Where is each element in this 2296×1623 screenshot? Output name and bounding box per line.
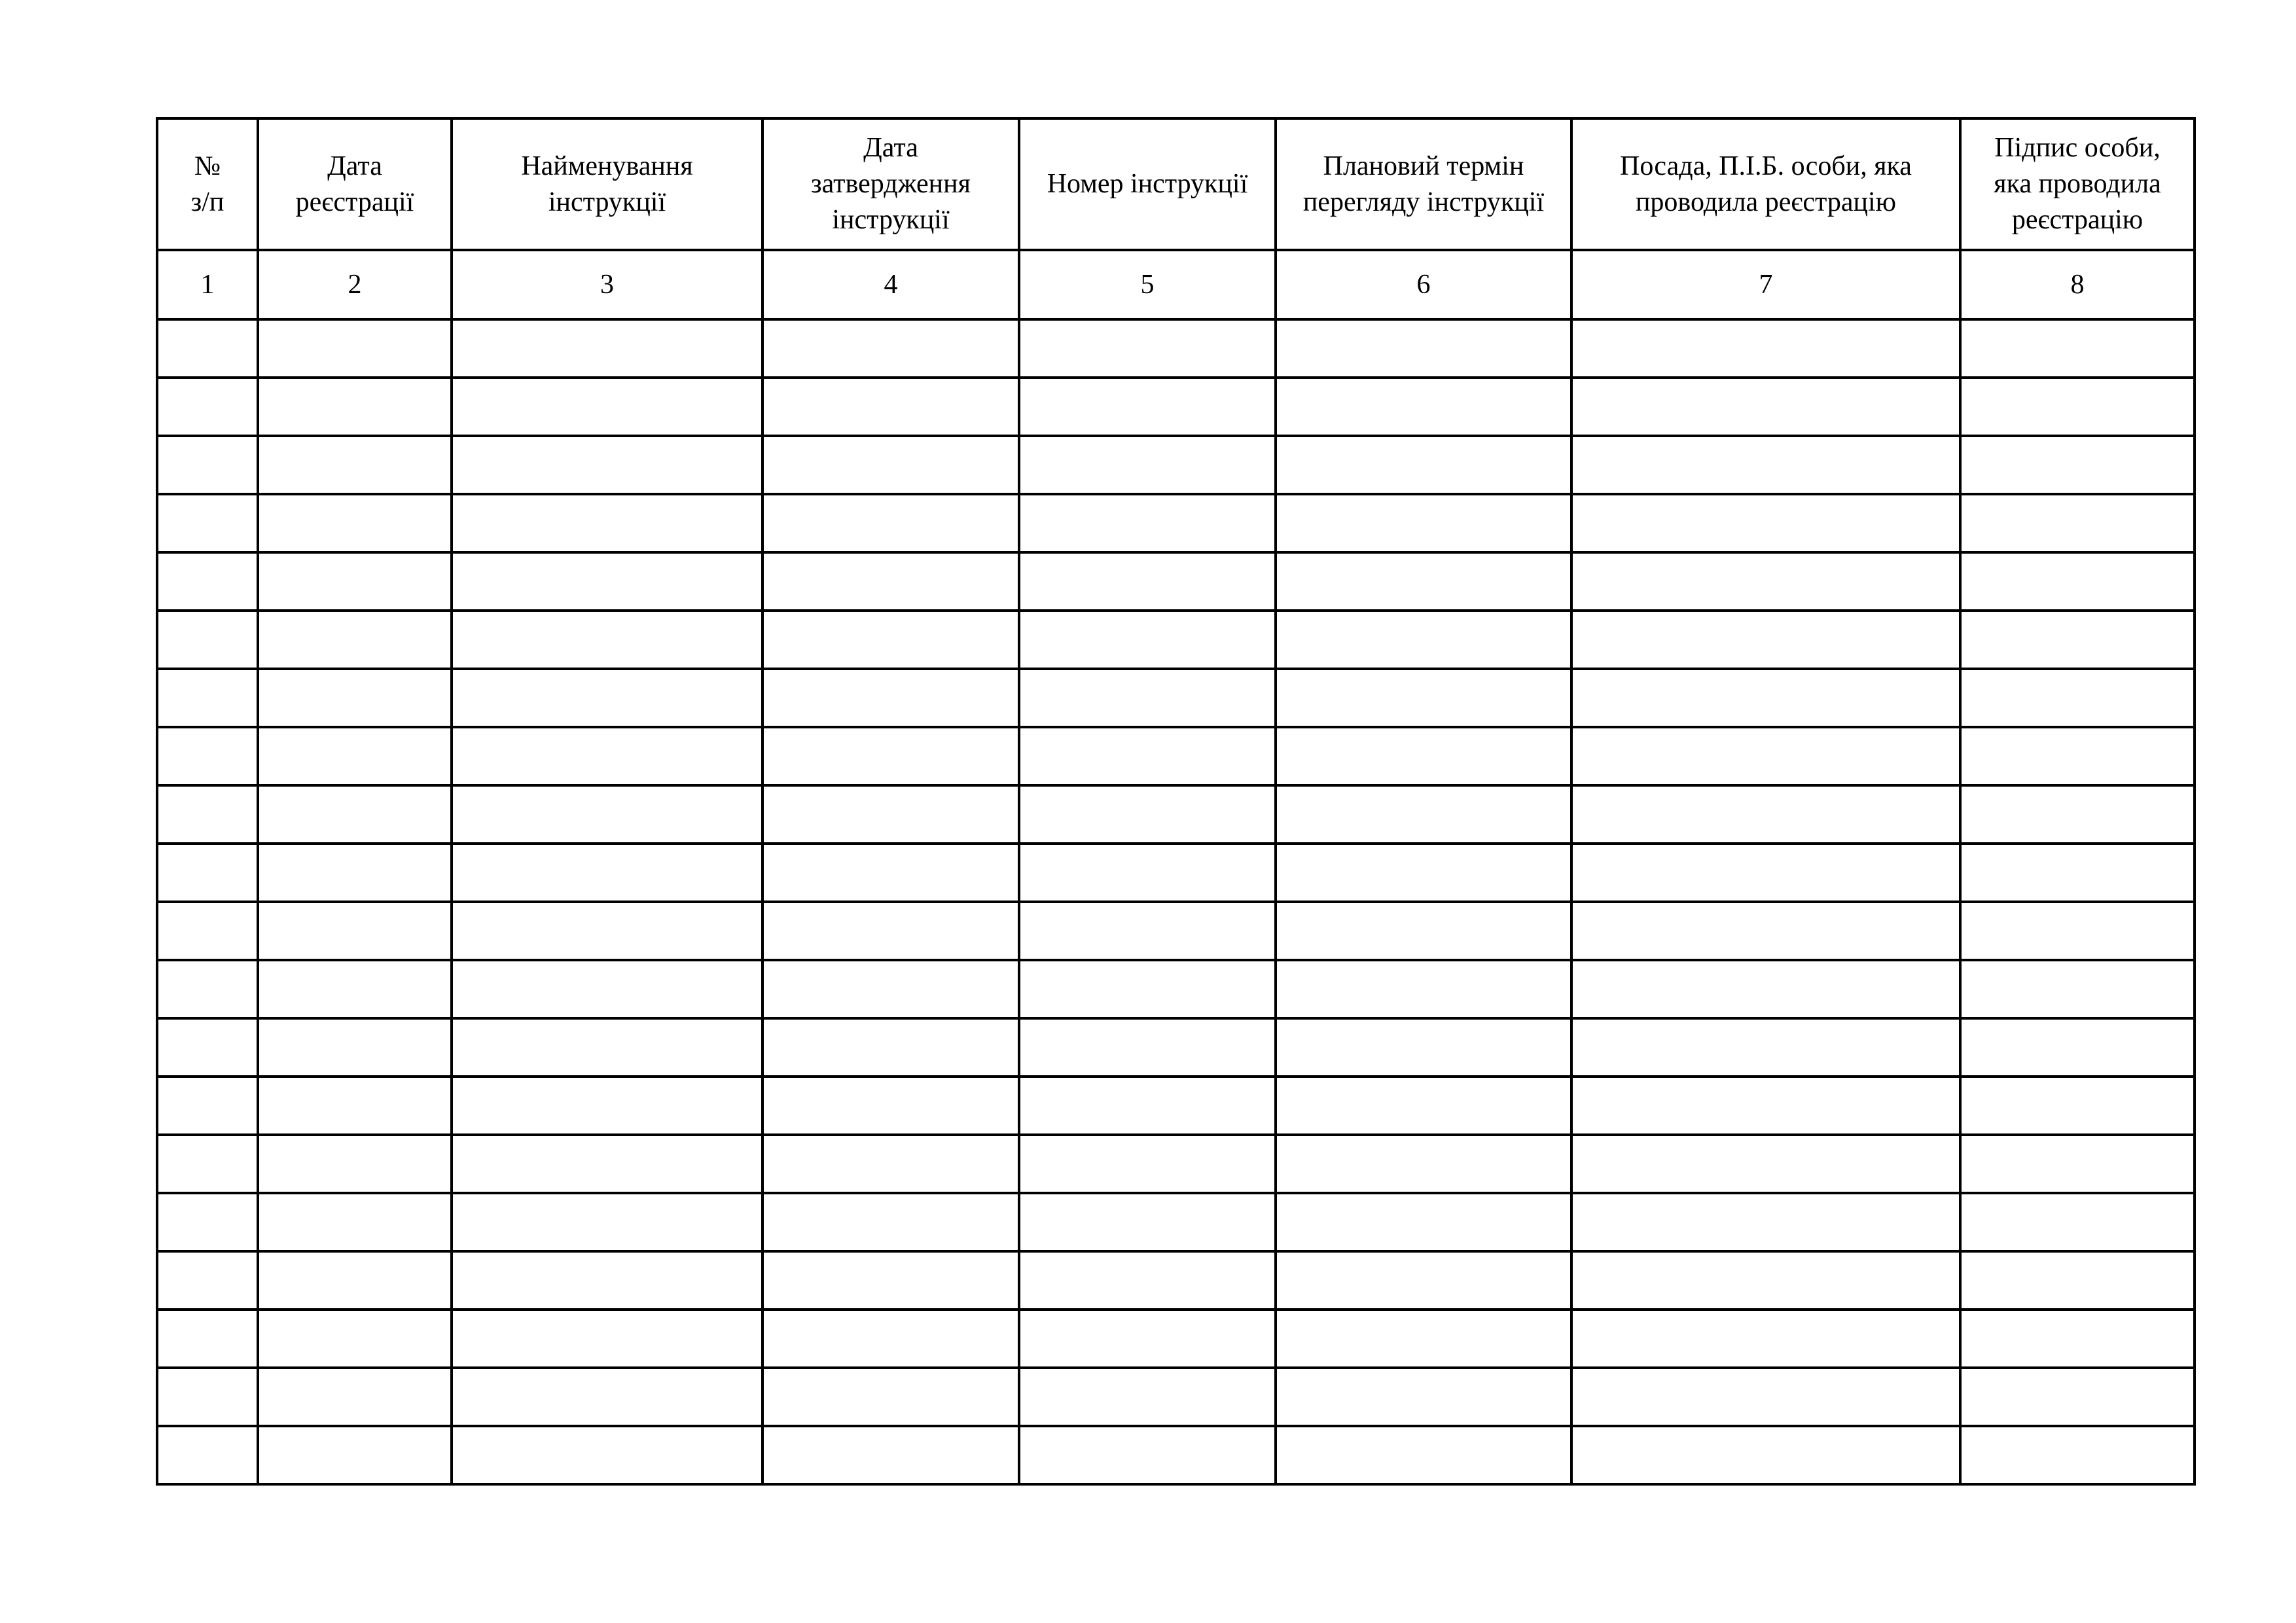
empty-table-cell bbox=[1571, 436, 1960, 494]
empty-table-cell bbox=[1019, 1251, 1276, 1310]
empty-table-cell bbox=[1571, 1368, 1960, 1426]
empty-table-cell bbox=[157, 1251, 258, 1310]
empty-table-cell bbox=[258, 1135, 452, 1193]
empty-table-cell bbox=[1571, 494, 1960, 552]
column-number-cell: 2 bbox=[258, 250, 452, 319]
table-row bbox=[157, 1018, 2195, 1077]
column-number-cell: 4 bbox=[762, 250, 1019, 319]
empty-table-cell bbox=[1019, 1426, 1276, 1484]
empty-table-cell bbox=[1019, 319, 1276, 378]
empty-table-cell bbox=[762, 669, 1019, 727]
empty-table-cell bbox=[1019, 1368, 1276, 1426]
empty-table-cell bbox=[157, 1426, 258, 1484]
empty-table-cell bbox=[1960, 494, 2195, 552]
empty-table-cell bbox=[258, 1310, 452, 1368]
header-cell-row-number bbox=[157, 118, 258, 250]
empty-table-cell bbox=[1960, 378, 2195, 436]
empty-table-cell bbox=[1571, 1426, 1960, 1484]
empty-table-cell bbox=[1571, 552, 1960, 611]
table-row bbox=[157, 960, 2195, 1018]
empty-table-cell bbox=[1276, 1018, 1571, 1077]
empty-table-cell bbox=[452, 378, 762, 436]
empty-table-cell bbox=[1276, 669, 1571, 727]
empty-table-cell bbox=[258, 785, 452, 844]
empty-table-cell bbox=[157, 785, 258, 844]
table-row bbox=[157, 727, 2195, 785]
empty-table-cell bbox=[1960, 902, 2195, 960]
empty-table-cell bbox=[452, 552, 762, 611]
header-cell-registrar-position-name bbox=[1571, 118, 1960, 250]
header-cell-review-term bbox=[1276, 118, 1571, 250]
empty-table-cell bbox=[1571, 669, 1960, 727]
empty-table-cell bbox=[258, 1251, 452, 1310]
column-number-cell: 1 bbox=[157, 250, 258, 319]
table-row bbox=[157, 902, 2195, 960]
empty-table-cell bbox=[762, 494, 1019, 552]
empty-table-cell bbox=[762, 902, 1019, 960]
empty-table-cell bbox=[762, 436, 1019, 494]
table-row bbox=[157, 494, 2195, 552]
empty-table-cell bbox=[157, 727, 258, 785]
header-label: № з/п bbox=[190, 151, 224, 217]
header-label: Посада, П.І.Б. особи, яка проводила реєстрацію bbox=[1620, 151, 1912, 217]
empty-table-cell bbox=[762, 611, 1019, 669]
empty-table-cell bbox=[1019, 1077, 1276, 1135]
empty-table-cell bbox=[1276, 727, 1571, 785]
empty-table-cell bbox=[762, 1077, 1019, 1135]
empty-table-cell bbox=[157, 1368, 258, 1426]
empty-table-cell bbox=[1571, 1018, 1960, 1077]
empty-table-cell bbox=[1019, 1135, 1276, 1193]
empty-table-cell bbox=[1276, 1251, 1571, 1310]
empty-table-cell bbox=[157, 1077, 258, 1135]
empty-table-cell bbox=[1019, 669, 1276, 727]
empty-table-cell bbox=[452, 1193, 762, 1251]
column-number-cell: 6 bbox=[1276, 250, 1571, 319]
empty-table-cell bbox=[1960, 1251, 2195, 1310]
header-label: Підпис особи, яка проводила реєстрацію bbox=[1994, 133, 2161, 235]
table-row bbox=[157, 1077, 2195, 1135]
instruction-register-table bbox=[156, 117, 2196, 1486]
empty-table-cell bbox=[1276, 552, 1571, 611]
empty-table-cell bbox=[1019, 552, 1276, 611]
empty-table-cell bbox=[1571, 378, 1960, 436]
empty-table-cell bbox=[157, 552, 258, 611]
empty-table-cell bbox=[157, 611, 258, 669]
empty-table-cell bbox=[1960, 552, 2195, 611]
empty-table-cell bbox=[1276, 1077, 1571, 1135]
empty-table-cell bbox=[1960, 1310, 2195, 1368]
empty-table-cell bbox=[762, 960, 1019, 1018]
empty-table-cell bbox=[157, 378, 258, 436]
empty-table-cell bbox=[1960, 1193, 2195, 1251]
empty-table-cell bbox=[452, 319, 762, 378]
empty-table-cell bbox=[452, 1310, 762, 1368]
table-row bbox=[157, 436, 2195, 494]
empty-table-cell bbox=[157, 1310, 258, 1368]
empty-table-cell bbox=[258, 1426, 452, 1484]
empty-table-cell bbox=[1019, 844, 1276, 902]
empty-table-cell bbox=[762, 1310, 1019, 1368]
table-row bbox=[157, 844, 2195, 902]
table-row bbox=[157, 378, 2195, 436]
table-row bbox=[157, 785, 2195, 844]
empty-table-cell bbox=[452, 1251, 762, 1310]
table-row bbox=[157, 1310, 2195, 1368]
empty-table-cell bbox=[157, 960, 258, 1018]
table-row bbox=[157, 669, 2195, 727]
empty-table-cell bbox=[1571, 1310, 1960, 1368]
empty-table-cell bbox=[1571, 611, 1960, 669]
empty-table-cell bbox=[1960, 1018, 2195, 1077]
empty-table-cell bbox=[762, 552, 1019, 611]
empty-table-cell bbox=[1960, 1368, 2195, 1426]
empty-table-cell bbox=[1019, 436, 1276, 494]
empty-table-cell bbox=[1571, 1135, 1960, 1193]
empty-table-cell bbox=[1276, 785, 1571, 844]
empty-table-cell bbox=[762, 785, 1019, 844]
empty-table-cell bbox=[258, 552, 452, 611]
empty-table-cell bbox=[1960, 1426, 2195, 1484]
empty-table-cell bbox=[452, 1368, 762, 1426]
header-label: Найменування інструкції bbox=[521, 151, 693, 217]
empty-table-cell bbox=[157, 1193, 258, 1251]
header-cell-instruction-name bbox=[452, 118, 762, 250]
empty-table-cell bbox=[258, 1077, 452, 1135]
empty-table-cell bbox=[1571, 1193, 1960, 1251]
empty-table-cell bbox=[157, 494, 258, 552]
empty-table-cell bbox=[452, 1018, 762, 1077]
empty-table-cell bbox=[1276, 1135, 1571, 1193]
empty-table-cell bbox=[452, 494, 762, 552]
empty-table-cell bbox=[762, 319, 1019, 378]
table-header-row bbox=[157, 118, 2195, 250]
empty-table-cell bbox=[1571, 1077, 1960, 1135]
empty-table-cell bbox=[1960, 436, 2195, 494]
column-number-cell: 8 bbox=[1960, 250, 2195, 319]
empty-table-cell bbox=[1276, 902, 1571, 960]
empty-table-cell bbox=[762, 1193, 1019, 1251]
empty-table-cell bbox=[258, 1368, 452, 1426]
empty-table-cell bbox=[1019, 611, 1276, 669]
empty-table-cell bbox=[157, 1018, 258, 1077]
table-row bbox=[157, 1426, 2195, 1484]
empty-table-cell bbox=[1019, 727, 1276, 785]
empty-table-cell bbox=[1276, 1426, 1571, 1484]
empty-table-cell bbox=[1571, 785, 1960, 844]
empty-table-cell bbox=[1960, 844, 2195, 902]
empty-table-cell bbox=[1276, 319, 1571, 378]
empty-table-cell bbox=[258, 1018, 452, 1077]
header-label: Плановий термін перегляду інструкції bbox=[1302, 151, 1545, 217]
table-row bbox=[157, 552, 2195, 611]
empty-table-cell bbox=[452, 436, 762, 494]
empty-table-cell bbox=[258, 844, 452, 902]
table-row bbox=[157, 1368, 2195, 1426]
empty-table-cell bbox=[1019, 1018, 1276, 1077]
header-label: Дата затвердження інструкції bbox=[811, 133, 971, 235]
column-number-cell: 7 bbox=[1571, 250, 1960, 319]
empty-table-cell bbox=[1960, 727, 2195, 785]
empty-table-cell bbox=[1276, 1368, 1571, 1426]
empty-table-cell bbox=[1019, 378, 1276, 436]
empty-table-cell bbox=[452, 669, 762, 727]
empty-table-cell bbox=[1276, 436, 1571, 494]
header-cell-instruction-number bbox=[1019, 118, 1276, 250]
empty-table-cell bbox=[452, 960, 762, 1018]
empty-table-cell bbox=[452, 611, 762, 669]
empty-table-cell bbox=[762, 844, 1019, 902]
empty-table-cell bbox=[1276, 1193, 1571, 1251]
empty-table-cell bbox=[1276, 378, 1571, 436]
empty-table-cell bbox=[452, 727, 762, 785]
empty-table-cell bbox=[1960, 1135, 2195, 1193]
empty-table-cell bbox=[452, 1077, 762, 1135]
empty-table-cell bbox=[1019, 785, 1276, 844]
empty-table-cell bbox=[1571, 960, 1960, 1018]
empty-table-cell bbox=[1019, 494, 1276, 552]
empty-table-cell bbox=[452, 785, 762, 844]
empty-table-cell bbox=[452, 902, 762, 960]
empty-table-cell bbox=[258, 611, 452, 669]
empty-table-cell bbox=[157, 844, 258, 902]
empty-table-cell bbox=[1960, 1077, 2195, 1135]
empty-table-cell bbox=[762, 1426, 1019, 1484]
empty-table-cell bbox=[452, 1135, 762, 1193]
empty-table-cell bbox=[1571, 844, 1960, 902]
table-row bbox=[157, 319, 2195, 378]
empty-table-cell bbox=[1960, 669, 2195, 727]
empty-table-cell bbox=[1276, 1310, 1571, 1368]
empty-table-cell bbox=[452, 1426, 762, 1484]
empty-table-cell bbox=[258, 902, 452, 960]
header-cell-registrar-signature bbox=[1960, 118, 2195, 250]
empty-table-cell bbox=[157, 669, 258, 727]
empty-table-cell bbox=[258, 436, 452, 494]
empty-table-cell bbox=[762, 1368, 1019, 1426]
empty-table-cell bbox=[258, 669, 452, 727]
header-cell-registration-date bbox=[258, 118, 452, 250]
column-number-row bbox=[157, 250, 2195, 319]
empty-table-cell bbox=[452, 844, 762, 902]
empty-table-cell bbox=[157, 902, 258, 960]
empty-table-cell bbox=[258, 378, 452, 436]
empty-table-cell bbox=[157, 319, 258, 378]
empty-table-cell bbox=[258, 1193, 452, 1251]
empty-table-cell bbox=[762, 378, 1019, 436]
empty-table-cell bbox=[1960, 785, 2195, 844]
empty-table-cell bbox=[1276, 844, 1571, 902]
empty-table-cell bbox=[1571, 902, 1960, 960]
empty-table-cell bbox=[1960, 611, 2195, 669]
empty-table-cell bbox=[1571, 727, 1960, 785]
empty-table-cell bbox=[1019, 960, 1276, 1018]
header-label: Дата реєстрації bbox=[295, 151, 414, 217]
empty-table-cell bbox=[1960, 319, 2195, 378]
empty-table-cell bbox=[1019, 902, 1276, 960]
empty-table-cell bbox=[1571, 319, 1960, 378]
column-number-cell: 3 bbox=[452, 250, 762, 319]
empty-table-cell bbox=[1276, 494, 1571, 552]
table-row bbox=[157, 1251, 2195, 1310]
empty-table-cell bbox=[762, 727, 1019, 785]
empty-table-cell bbox=[258, 960, 452, 1018]
empty-table-cell bbox=[762, 1251, 1019, 1310]
empty-table-cell bbox=[1276, 611, 1571, 669]
empty-table-cell bbox=[1960, 960, 2195, 1018]
table-row bbox=[157, 611, 2195, 669]
empty-table-cell bbox=[258, 494, 452, 552]
empty-table-cell bbox=[762, 1018, 1019, 1077]
empty-table-cell bbox=[762, 1135, 1019, 1193]
empty-table-cell bbox=[258, 727, 452, 785]
header-label: Номер інструкції bbox=[1047, 169, 1248, 199]
column-number-cell: 5 bbox=[1019, 250, 1276, 319]
table-row bbox=[157, 1135, 2195, 1193]
empty-table-cell bbox=[258, 319, 452, 378]
empty-table-cell bbox=[1276, 960, 1571, 1018]
empty-table-cell bbox=[157, 436, 258, 494]
empty-table-cell bbox=[157, 1135, 258, 1193]
empty-table-cell bbox=[1019, 1310, 1276, 1368]
header-cell-approval-date bbox=[762, 118, 1019, 250]
table-row bbox=[157, 1193, 2195, 1251]
empty-table-cell bbox=[1019, 1193, 1276, 1251]
empty-table-cell bbox=[1571, 1251, 1960, 1310]
